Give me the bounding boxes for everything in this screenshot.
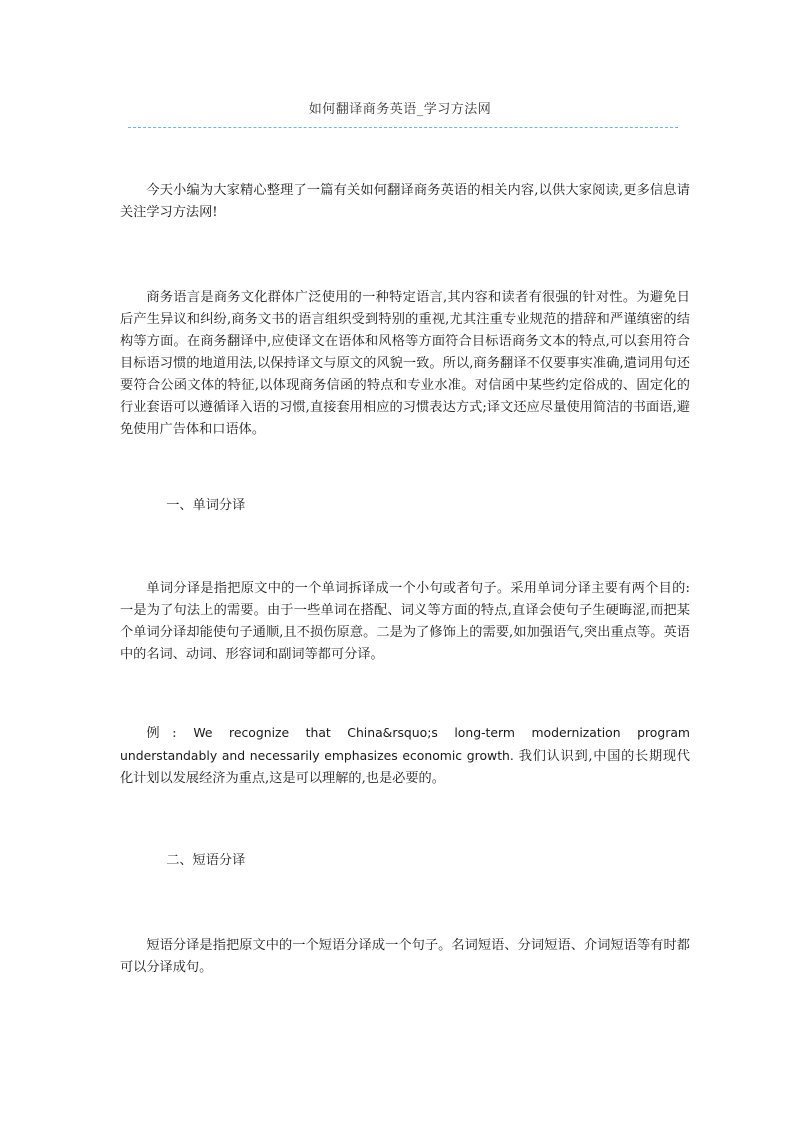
example-chinese: 我们认识到,中国的长期现代化计划以发展经济为重点,这是可以理解的,也是必要的。: [120, 749, 690, 786]
title-divider: [128, 127, 678, 128]
document-title: 如何翻译商务英语_学习方法网: [308, 102, 492, 117]
section-heading-word-splitting: 一、单词分译: [166, 498, 246, 513]
business-language-paragraph: 商务语言是商务文化群体广泛使用的一种特定语言,其内容和读者有很强的针对性。为避免日后产生异议和纠纷,商务文书的语言组织受到特别的重视,尤其注重专业规范的措辞和严谨缜密的结构等方面。在商务翻译中,应使译文在语体和风格等方面符合目标语商务文本的特点,可以套用符合目标语习惯的地道用法,以保持译文与原文的风貌一致。所以,商务翻译不仅要事实准确,遣词用句还要符合公函文体的特征,以体现商务信函的特点和专业水准。对信函中某些约定俗成的、固定化的行业套语可以遵循译入语的习惯,直接套用相应的习惯表达方式;译文还应尽量使用简洁的书面语,避免使用广告体和口语体。: [120, 290, 690, 437]
phrase-splitting-paragraph: 短语分译是指把原文中的一个短语分译成一个句子。名词短语、分词短语、介词短语等有时都可以分译成句。: [120, 938, 690, 975]
section-heading-phrase-splitting: 二、短语分译: [166, 853, 246, 868]
word-splitting-paragraph: 单词分译是指把原文中的一个单词拆译成一个小句或者句子。采用单词分译主要有两个目的:一是为了句法上的需要。由于一些单词在搭配、词义等方面的特点,直译会使句子生硬晦涩,而把某个单词分译却能使句子通顺,且不损伤原意。二是为了修饰上的需要,如加强语气,突出重点等。英语中的名词、动词、形容词和副词等都可分译。: [120, 581, 690, 662]
example-prefix: 例:: [146, 726, 177, 741]
example-english: We recognize that China&rsquo;s long-term modernization program understandably and necessarily emphasizes economic growth.: [120, 725, 690, 763]
intro-paragraph: 今天小编为大家精心整理了一篇有关如何翻译商务英语的相关内容,以供大家阅读,更多信息请关注学习方法网!: [120, 183, 690, 220]
example-paragraph: [120, 722, 690, 790]
